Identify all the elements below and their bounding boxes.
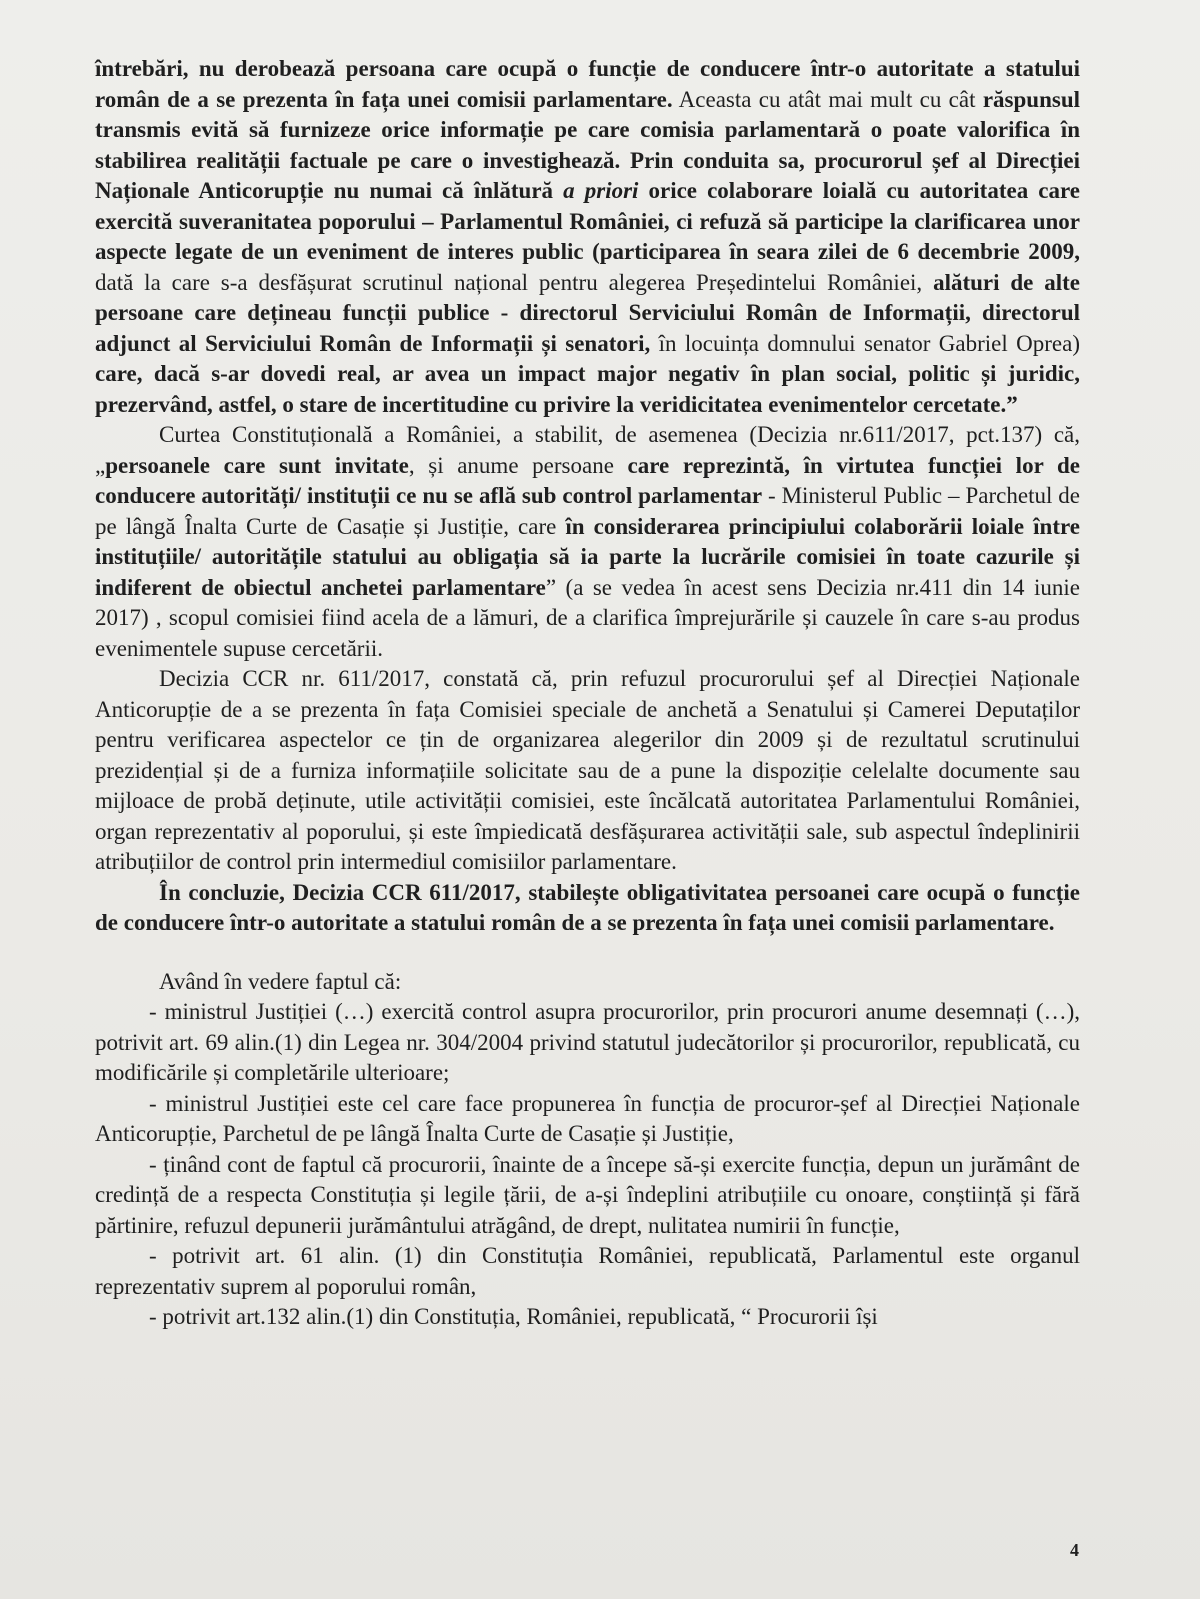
text-segment: care reprezintă, în virtutea funcției lor de conducere autorități/ instituții ce nu se află sub control parlamentar [95, 452, 1080, 508]
paragraph-decizia-ccr [95, 664, 1080, 878]
text-segment: Aceasta cu atât mai mult cu cât [672, 86, 983, 112]
text-segment: Decizia CCR nr. 611/2017, constată că, prin refuzul procurorului șef al Direcției Naționale Anticorupție de a se prezenta în fața Comisiei speciale de anchetă a Senatului și Camerei Deputaților pentru verificarea aspectelor ce țin de organizarea alegerilor din 2009 și de rezultatul scrutinului prezidențial și de a furniza informațiile solicitate sau de a pune la dispoziție celelalte documente sau mijloace de probă deținute, utile activității comisiei, este încălcată autoritatea Parlamentului României, organ reprezentativ al poporului, și este împiedicată desfășurarea activității sale, sub aspectul îndeplinirii atribuțiilor de control prin intermediul comisiilor parlamentare. [95, 666, 1080, 874]
spacer [95, 939, 1080, 967]
text-segment: ” (a se vedea în acest sens Decizia nr.411 din 14 iunie 2017) , scopul comisiei fiind acela de a lămuri, de a clarifica împrejurările și cauzele în care s-au produs evenimentele supuse cercetării. [95, 574, 1080, 661]
page-number: 4 [1070, 1540, 1079, 1560]
text-segment: , și anume persoane [408, 452, 628, 478]
text-segment: care, dacă s-ar dovedi real, ar avea un impact major negativ în plan social, politic și juridic, prezervând, astfel, o stare de incertitudine cu privire la veridicitatea evenimentelor cercetate.” [95, 361, 1080, 417]
text-segment: în considerarea principiului colaborării loiale între instituțiile/ autoritățile statului au obligația să ia parte la lucrările comisiei în toate cazurile și indiferent de obiectul anchetei parlamentare [95, 513, 1080, 600]
list-item: - potrivit art.132 alin.(1) din Constituția, României, republicată, “ Procurorii își [149, 1304, 878, 1329]
list-lead: Având în vedere faptul că: [159, 968, 402, 994]
text-segment: persoanele care sunt invitate [105, 452, 409, 478]
list-item: - ministrul Justiției este cel care face propunerea în funcția de procuror-șef al Direcției Naționale Anticorupție, Parchetul de pe lângă Înalta Curte de Casație și Justiție, [95, 1090, 1080, 1146]
text-segment: alături de alte persoane care dețineau funcții publice - directorul Serviciului Român de Informații, directorul adjunct al Serviciului Român de Informații și senatori, [95, 269, 1081, 356]
text-segment: orice colaborare loială cu autoritatea care exercită suveranitatea poporului – Parlamentul României, ci refuză să participe la clarificarea unor aspecte legate de un eveniment de interes public (participarea în seara zilei de 6 decembrie 2009, [95, 178, 1080, 264]
text-segment: întrebări, nu derobează persoana care ocupă o funcție de conducere într-o autoritate a statului român de a se prezenta în fața unei comisii parlamentare. [95, 56, 1080, 112]
text-segment: răspunsul transmis evită să furnizeze orice informație pe care comisia parlamentară o poate valorifica în stabilirea realității factuale pe care o investighează. Prin conduita sa, procurorul șef al Direcției Naționale Anticorupție nu numai că înlătură [95, 86, 1080, 203]
text-segment: în locuința domnului senator Gabriel Oprea) [650, 330, 1080, 356]
text-segment [563, 178, 638, 203]
document-body [95, 54, 1080, 1333]
text-segment: În concluzie, Decizia CCR 611/2017, stabilește obligativitatea persoanei care ocupă o funcție de conducere într-o autoritate a statului român de a se prezenta în fața unei comisii parlamentare. [95, 879, 1080, 935]
paragraph-concluzie [95, 878, 1080, 939]
list-item: - ministrul Justiției (…) exercită control asupra procurorilor, prin procurori anume desemnați (…), potrivit art. 69 alin.(1) din Legea nr. 304/2004 privind statutul judecătorilor și procurorilor, republicată, cu modificările și completările ulterioare; [95, 999, 1080, 1085]
paragraph-curtea-constitutionala [95, 420, 1080, 664]
bullet-list [95, 997, 1080, 1333]
text-segment: a priori [563, 178, 639, 203]
text-segment: dată la care s-a desfășurat scrutinul național pentru alegerea Președintelui României, [95, 269, 934, 295]
list-item: - ținând cont de faptul că procurorii, înainte de a începe să-și exercite funcția, depun un jurământ de credință de a respecta Constituția și legile țării, de a-și îndeplini atribuțiile cu onoare, conștiință și fără părtinire, refuzul depunerii jurământului atrăgând, de drept, nulitatea numirii în funcție, [95, 1151, 1080, 1238]
list-item: - potrivit art. 61 alin. (1) din Constituția României, republicată, Parlamentul este organul reprezentativ suprem al poporului român, [95, 1243, 1080, 1299]
paragraph-continuation [95, 54, 1080, 420]
text-segment: - Ministerul Public – Parchetul de pe lângă Înalta Curte de Casație și Justiție, care [95, 483, 1080, 539]
paragraphs [95, 54, 1080, 939]
text-segment: Curtea Constituțională a României, a stabilit, de asemenea (Decizia nr.611/2017, pct.137) că, „ [95, 422, 1080, 478]
